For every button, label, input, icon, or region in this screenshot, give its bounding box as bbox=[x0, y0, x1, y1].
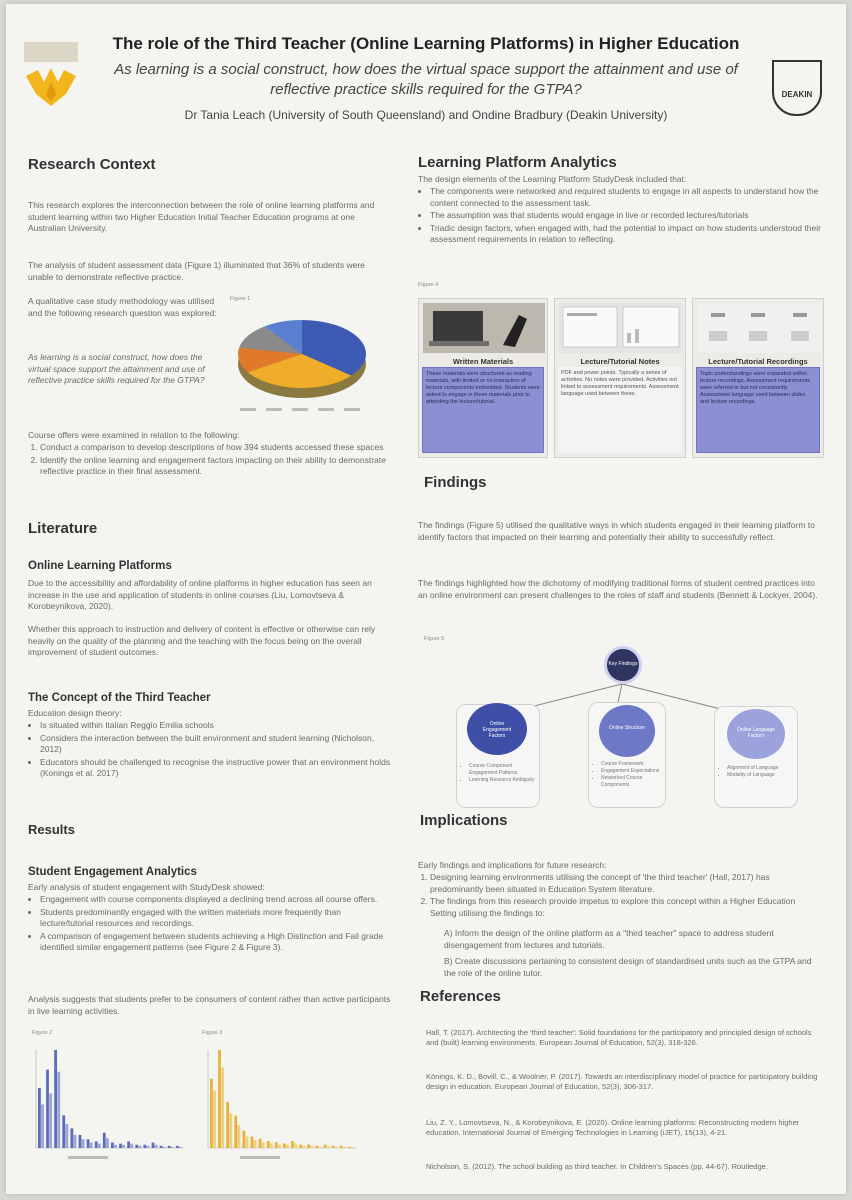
implications-b: B) Create discussions pertaining to consistent design of standardised units such as the GTPA and the role of the online tutor. bbox=[444, 956, 812, 978]
list-item: • Engagement with course components displayed a declining trend across all course offers. bbox=[40, 894, 394, 906]
engagement-factors-node bbox=[467, 703, 527, 755]
bar bbox=[275, 1142, 278, 1148]
bar bbox=[79, 1135, 82, 1148]
figure2-bar-chart bbox=[28, 1044, 188, 1164]
bar bbox=[251, 1136, 254, 1148]
literature-p2: Whether this approach to instruction and delivery of content is effective or otherwise can rely heavily on the quality of the planning and the teaching with the focus being on the overall improvement of student outcomes. bbox=[28, 624, 376, 657]
bar bbox=[259, 1139, 262, 1148]
bar bbox=[226, 1102, 229, 1148]
bar bbox=[62, 1115, 65, 1148]
bar bbox=[41, 1104, 44, 1148]
list-item: • Is situated within Italian Reggio Emilia schools bbox=[40, 720, 394, 732]
bar bbox=[270, 1143, 273, 1148]
bar bbox=[332, 1146, 335, 1148]
bar bbox=[114, 1145, 117, 1148]
language-factors-node bbox=[727, 709, 785, 759]
bar bbox=[310, 1146, 313, 1148]
bar bbox=[327, 1146, 330, 1148]
key-findings-node bbox=[604, 646, 642, 684]
bar bbox=[237, 1125, 240, 1148]
lecture-notes-title: Lecture/Tutorial Notes bbox=[580, 357, 660, 366]
list-item: • Considers the interaction between the built environment and student learning (Nicholson, 2012) bbox=[40, 733, 394, 756]
bar bbox=[152, 1143, 155, 1148]
bar bbox=[95, 1141, 98, 1148]
implications-a: A) Inform the design of the online platform as a "third teacher" space to address student disengagement from lectures and tutorials. bbox=[444, 928, 774, 950]
results-intro: Early analysis of student engagement with StudyDesk showed: bbox=[28, 882, 265, 892]
bar bbox=[221, 1067, 224, 1148]
student-engagement-heading: Student Engagement Analytics bbox=[28, 866, 197, 878]
bar bbox=[343, 1147, 346, 1148]
list-item: • A comparison of engagement between students achieving a High Distinction and Fail grade identified similar engagement patterns (see Figure 2 & Figure 3). bbox=[40, 931, 394, 954]
bar bbox=[278, 1145, 281, 1148]
bar bbox=[49, 1094, 52, 1148]
legend-swatch bbox=[68, 1156, 108, 1159]
recordings-thumbnails-icon bbox=[697, 303, 821, 353]
written-materials-body: These materials were structured as reading materials, with limited or no interaction of lecture components embedded. Students were asked to engage in these materials prior to attending the lecture/tutorial. bbox=[422, 367, 544, 453]
bar bbox=[119, 1144, 122, 1148]
bar bbox=[335, 1147, 338, 1148]
reference-2: Könings, K. D., Bovill, C., & Woolner, P. (2017). Towards an interdisciplinary model of practice for participatory building design in education. European Journal of Education, 52(3), 306-317. bbox=[426, 1072, 818, 1091]
bar bbox=[324, 1145, 327, 1148]
references-heading: References bbox=[420, 988, 501, 1005]
bar bbox=[163, 1147, 166, 1148]
lecture-recordings-card bbox=[692, 298, 824, 458]
figure3-caption: Figure 3 bbox=[202, 1030, 223, 1036]
bar bbox=[155, 1145, 158, 1148]
list-item: • The assumption was that students would engage in live or recorded lectures/tutorials bbox=[430, 210, 822, 222]
bar bbox=[218, 1050, 221, 1148]
list-item: • Students predominantly engaged with the written materials more frequently than lecture/tutorial resources and recordings. bbox=[40, 907, 394, 930]
bar bbox=[57, 1072, 60, 1148]
findings-heading: Findings bbox=[424, 474, 487, 491]
bar bbox=[70, 1128, 73, 1148]
bar bbox=[82, 1139, 85, 1148]
legend-swatch bbox=[292, 408, 308, 411]
bar bbox=[127, 1141, 130, 1148]
figure1-pie-chart bbox=[230, 310, 376, 420]
laptop-photo-icon bbox=[423, 303, 545, 353]
list-item: 1. Conduct a comparison to develop descriptions of how 394 students accessed these spaces bbox=[40, 442, 388, 454]
bar bbox=[242, 1131, 245, 1148]
engagement-factors-label: Online Engagement Factors bbox=[482, 721, 512, 739]
results-list bbox=[28, 894, 394, 955]
bar bbox=[234, 1116, 237, 1148]
bar bbox=[229, 1113, 232, 1148]
deakin-logo-text: DEAKIN bbox=[781, 90, 813, 99]
research-context-p2: The analysis of student assessment data (Figure 1) illuminated that 36% of students were unable to demonstrate reflective practice. bbox=[28, 260, 365, 282]
bar bbox=[138, 1146, 141, 1148]
online-structure-list bbox=[593, 761, 665, 789]
implications-intro: Early findings and implications for future research: bbox=[418, 860, 607, 870]
figure5-caption: Figure 5 bbox=[424, 636, 445, 642]
learning-platform-intro: The design elements of the Learning Platform StudyDesk included that: bbox=[418, 174, 687, 184]
list-item: • The components were networked and required students to engage in all aspects to understand how the content connected to the assessment task. bbox=[430, 186, 822, 209]
bar bbox=[213, 1090, 216, 1148]
bar bbox=[299, 1145, 302, 1148]
results-p2: Analysis suggests that students prefer to be consumers of content rather than active participants in live learning activities. bbox=[28, 994, 391, 1016]
legend-swatch bbox=[240, 1156, 280, 1159]
implications-list bbox=[418, 872, 822, 920]
bar bbox=[348, 1147, 351, 1148]
research-context-p1: This research explores the interconnection between the role of online learning platforms and student learning within two Higher Education Initial Teacher Education programs at one Australian University. bbox=[28, 200, 375, 233]
engagement-factors-list bbox=[461, 763, 539, 784]
bar bbox=[46, 1070, 49, 1148]
bar bbox=[315, 1146, 318, 1148]
bar bbox=[262, 1142, 265, 1148]
list-item: 2. Identify the online learning and engagement factors impacting on their ability to demonstrate reflective practice in their final assessment. bbox=[40, 455, 388, 478]
bar bbox=[210, 1079, 213, 1148]
bar bbox=[267, 1141, 270, 1148]
bar bbox=[111, 1143, 114, 1148]
bar bbox=[340, 1146, 343, 1148]
poster bbox=[6, 4, 846, 1194]
bar bbox=[143, 1145, 146, 1148]
literature-heading: Literature bbox=[28, 520, 98, 537]
online-structure-card bbox=[588, 702, 666, 808]
list-item: • Course Framework bbox=[601, 761, 665, 768]
bar bbox=[122, 1145, 125, 1148]
bar bbox=[54, 1050, 57, 1148]
engagement-factors-card bbox=[456, 704, 540, 808]
literature-p3: Education design theory: bbox=[28, 708, 122, 718]
lecture-notes-body: PDF and power points. Typically a series of activities. No notes were provided. Activities not linked to assessment requirements. Assessment language used between these. bbox=[558, 367, 682, 453]
bar bbox=[74, 1135, 77, 1148]
reference-4: Nicholson, S. (2012). The school building as third teacher. In Children's Spaces (pp. 44-67). Routledge. bbox=[426, 1162, 768, 1171]
bar bbox=[90, 1143, 93, 1148]
bar bbox=[130, 1144, 133, 1148]
list-item: • Educators should be challenged to recognise the instructive power that an environment holds (Konings et al. 2017) bbox=[40, 757, 394, 780]
bar bbox=[286, 1145, 289, 1148]
research-context-list bbox=[28, 442, 388, 479]
list-item: 2. The findings from this research provide impetus to explore this concept within a Higher Education Setting utilising the findings to: bbox=[430, 896, 822, 919]
bar bbox=[171, 1147, 174, 1148]
list-item: 1. Designing learning environments utilising the concept of 'the third teacher' (Hall, 2017) has predominantly been situated in Education System literature. bbox=[430, 872, 822, 895]
list-item: • Course Component Engagement Patterns bbox=[469, 763, 539, 777]
written-materials-card bbox=[418, 298, 548, 458]
list-item: • Modality of Language bbox=[727, 772, 797, 779]
poster-authors: Dr Tania Leach (University of South Queensland) and Ondine Bradbury (Deakin University) bbox=[184, 108, 668, 122]
research-context-heading: Research Context bbox=[28, 156, 156, 173]
bar bbox=[106, 1138, 109, 1148]
bar bbox=[147, 1146, 150, 1148]
written-materials-title: Written Materials bbox=[452, 357, 514, 366]
implications-heading: Implications bbox=[420, 812, 508, 829]
legend-swatch bbox=[318, 408, 334, 411]
lecture-notes-card bbox=[554, 298, 686, 458]
online-structure-label: Online Structure bbox=[608, 725, 646, 731]
poster-header bbox=[6, 24, 846, 134]
bar bbox=[307, 1145, 310, 1148]
figure2-caption: Figure 2 bbox=[32, 1030, 53, 1036]
bar bbox=[179, 1147, 182, 1148]
key-findings-label: Key Findings bbox=[608, 661, 638, 667]
third-teacher-heading: The Concept of the Third Teacher bbox=[28, 692, 211, 704]
bar bbox=[135, 1145, 138, 1148]
lecture-recordings-title: Lecture/Tutorial Recordings bbox=[708, 357, 808, 366]
literature-list bbox=[28, 720, 394, 781]
research-context-question: As learning is a social construct, how does the virtual space support the attainment and use of reflective practice skills required for the GTPA? bbox=[28, 352, 205, 385]
legend-swatch bbox=[240, 408, 256, 411]
learning-platform-heading: Learning Platform Analytics bbox=[418, 154, 617, 171]
poster-subtitle: As learning is a social construct, how does the virtual space support the attainment and use of reflective practice skills required for the GTPA? bbox=[114, 61, 738, 98]
bar bbox=[160, 1146, 163, 1148]
bar bbox=[254, 1140, 257, 1148]
bar bbox=[246, 1136, 249, 1148]
bar bbox=[176, 1146, 179, 1148]
bar bbox=[65, 1124, 68, 1148]
figure3-bar-chart bbox=[200, 1044, 360, 1164]
list-item: • Alignment of Language bbox=[727, 765, 797, 772]
language-factors-card bbox=[714, 706, 798, 808]
online-learning-platforms-heading: Online Learning Platforms bbox=[28, 560, 172, 572]
list-item: • Learning Resource Ambiguity bbox=[469, 777, 539, 784]
legend-swatch bbox=[344, 408, 360, 411]
bar bbox=[294, 1143, 297, 1148]
findings-p2: The findings highlighted how the dichotomy of modifying traditional forms of student centred practices into an online environment can present challenges to the roles of staff and students (Bennett & Lockyer, 2004). bbox=[418, 578, 818, 600]
lecture-recordings-body: Topic understandings were expanded within lecture recordings. Assessment requirements were referred to but not consistently. Assessment language used between slides and lecture recordings. bbox=[696, 367, 820, 453]
figure1-caption: Figure 1 bbox=[230, 296, 251, 302]
research-context-p5: Course offers were examined in relation to the following: bbox=[28, 430, 240, 440]
bar bbox=[87, 1139, 90, 1148]
deakin-logo bbox=[772, 60, 822, 116]
bar bbox=[291, 1141, 294, 1148]
reference-3: Liu, Z. Y., Lomovtseva, N., & Korobeynikova, E. (2020). Online learning platforms: Reconstructing modern higher education. International Journal of Emerging Technologies in Learning (iJET), 15(13), 4-21. bbox=[426, 1118, 800, 1137]
learning-platform-list bbox=[418, 186, 822, 247]
literature-p1: Due to the accessibility and affordability of online platforms in higher education has seen an increase in the use and application of students in online courses (Liu, Lomovtseva & Korobeynikova, 2020). bbox=[28, 578, 372, 611]
legend-swatch bbox=[266, 408, 282, 411]
poster-title: The role of the Third Teacher (Online Learning Platforms) in Higher Education bbox=[112, 34, 740, 53]
list-item: • Triadic design factors, when engaged with, had the potential to impact on how students understood their assessment requirements in relation to reflecting. bbox=[430, 223, 822, 246]
figure4-caption: Figure 4 bbox=[418, 282, 439, 288]
results-heading: Results bbox=[28, 822, 75, 837]
reference-1: Hall, T. (2017). Architecting the 'third teacher': Solid foundations for the participatory and principled design of schools and (built) learning environments. European Journal of Education, 52(3), 318-326. bbox=[426, 1028, 812, 1047]
findings-p1: The findings (Figure 5) utilised the qualitative ways in which students engaged in their learning platform to identify factors that impacted on their learning and potentially their ability to successfully reflect. bbox=[418, 520, 815, 542]
bar bbox=[302, 1146, 305, 1148]
bar bbox=[38, 1088, 41, 1148]
bar bbox=[168, 1146, 171, 1148]
university-logo-left bbox=[20, 42, 82, 122]
slides-screenshot-icon bbox=[559, 303, 683, 353]
bar bbox=[319, 1147, 322, 1148]
list-item: • Networked Course Components bbox=[601, 775, 665, 789]
bar bbox=[103, 1133, 106, 1148]
language-factors-label: Online Language Factors bbox=[736, 727, 776, 739]
list-item: • Engagement Expectations bbox=[601, 768, 665, 775]
language-factors-list bbox=[719, 765, 797, 779]
bar bbox=[283, 1143, 286, 1148]
online-structure-node bbox=[599, 705, 655, 757]
bar bbox=[98, 1144, 101, 1148]
bar bbox=[351, 1147, 354, 1148]
research-context-p3: A qualitative case study methodology was utilised and the following research question was explored: bbox=[28, 296, 217, 318]
